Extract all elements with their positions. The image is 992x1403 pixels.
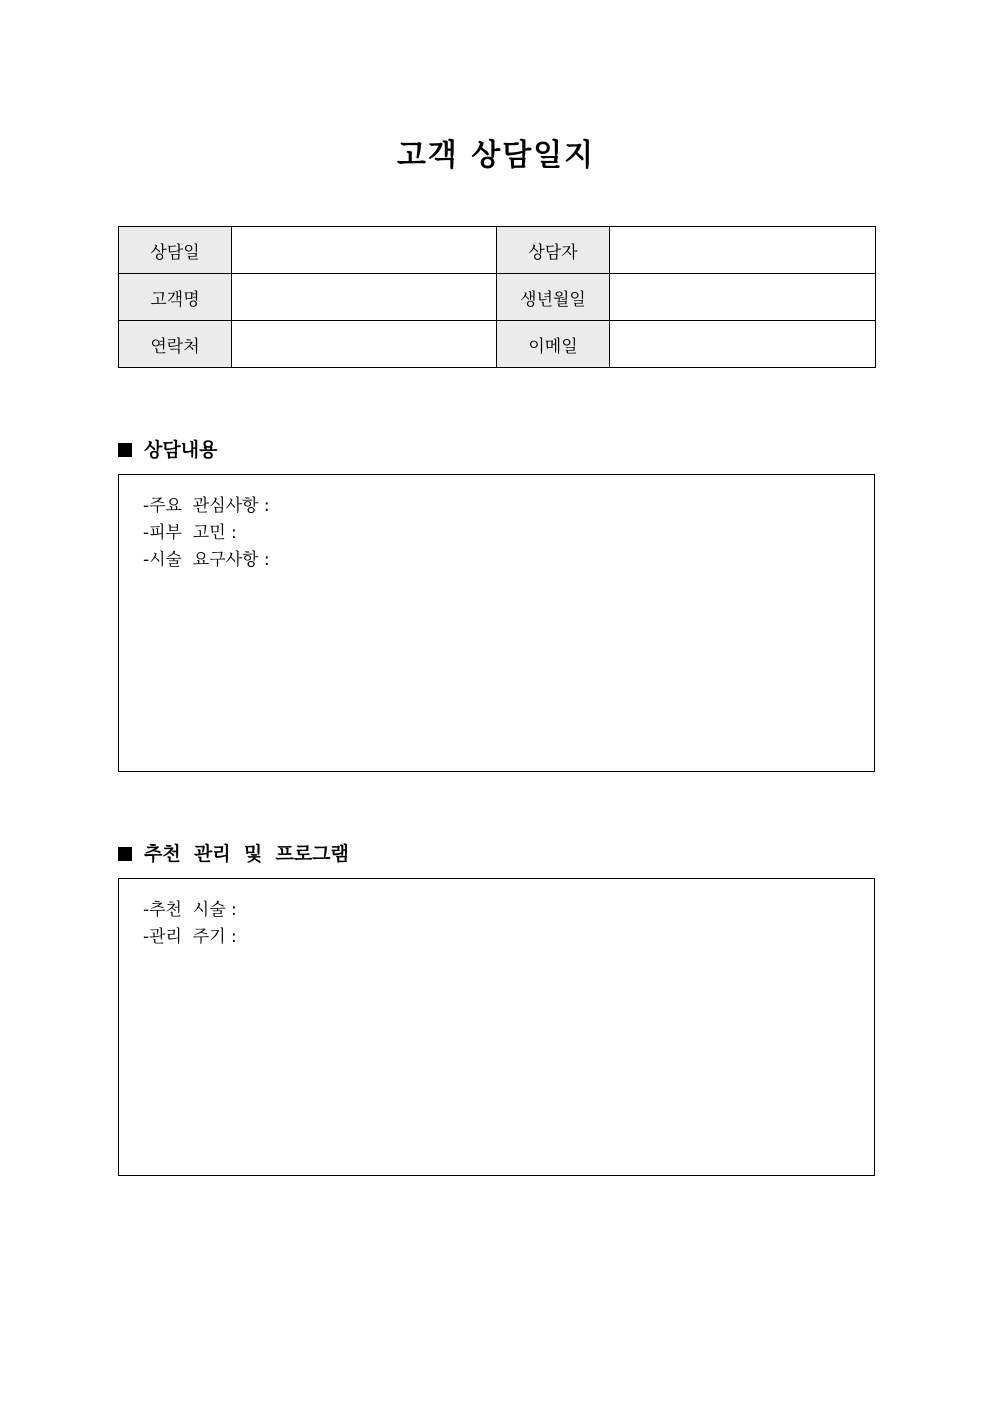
customer-name-label: 고객명 [119, 274, 232, 321]
recommended-program-box[interactable] [118, 878, 875, 1176]
consultation-content-lines [143, 493, 270, 574]
consultant-label: 상담자 [497, 227, 610, 274]
birthdate-field[interactable] [610, 274, 876, 321]
email-field[interactable] [610, 321, 876, 368]
skin-concern-line: -피부 고민 : [143, 523, 237, 543]
consultant-field[interactable] [610, 227, 876, 274]
care-cycle-line: -관리 주기 : [143, 927, 237, 947]
recommended-treatment-line: -추천 시술 : [143, 900, 237, 920]
square-bullet-icon [118, 443, 132, 457]
table-row [119, 274, 876, 321]
main-interest-line: -주요 관심사항 : [143, 496, 270, 516]
consultation-content-box[interactable] [118, 474, 875, 772]
section-heading-label: 상담내용 [144, 439, 218, 461]
consultation-date-label: 상담일 [119, 227, 232, 274]
contact-field[interactable] [232, 321, 497, 368]
recommended-program-lines [143, 897, 237, 951]
table-row [119, 321, 876, 368]
email-label: 이메일 [497, 321, 610, 368]
birthdate-label: 생년월일 [497, 274, 610, 321]
recommended-program-heading [118, 841, 349, 867]
customer-info-table [118, 226, 876, 368]
customer-name-field[interactable] [232, 274, 497, 321]
page-title: 고객 상담일지 [396, 138, 596, 173]
square-bullet-icon [118, 847, 132, 861]
contact-label: 연락처 [119, 321, 232, 368]
consultation-date-field[interactable] [232, 227, 497, 274]
section-heading-label: 추천 관리 및 프로그램 [144, 843, 349, 865]
consultation-content-heading [118, 437, 217, 463]
table-row [119, 227, 876, 274]
treatment-request-line: -시술 요구사항 : [143, 550, 270, 570]
